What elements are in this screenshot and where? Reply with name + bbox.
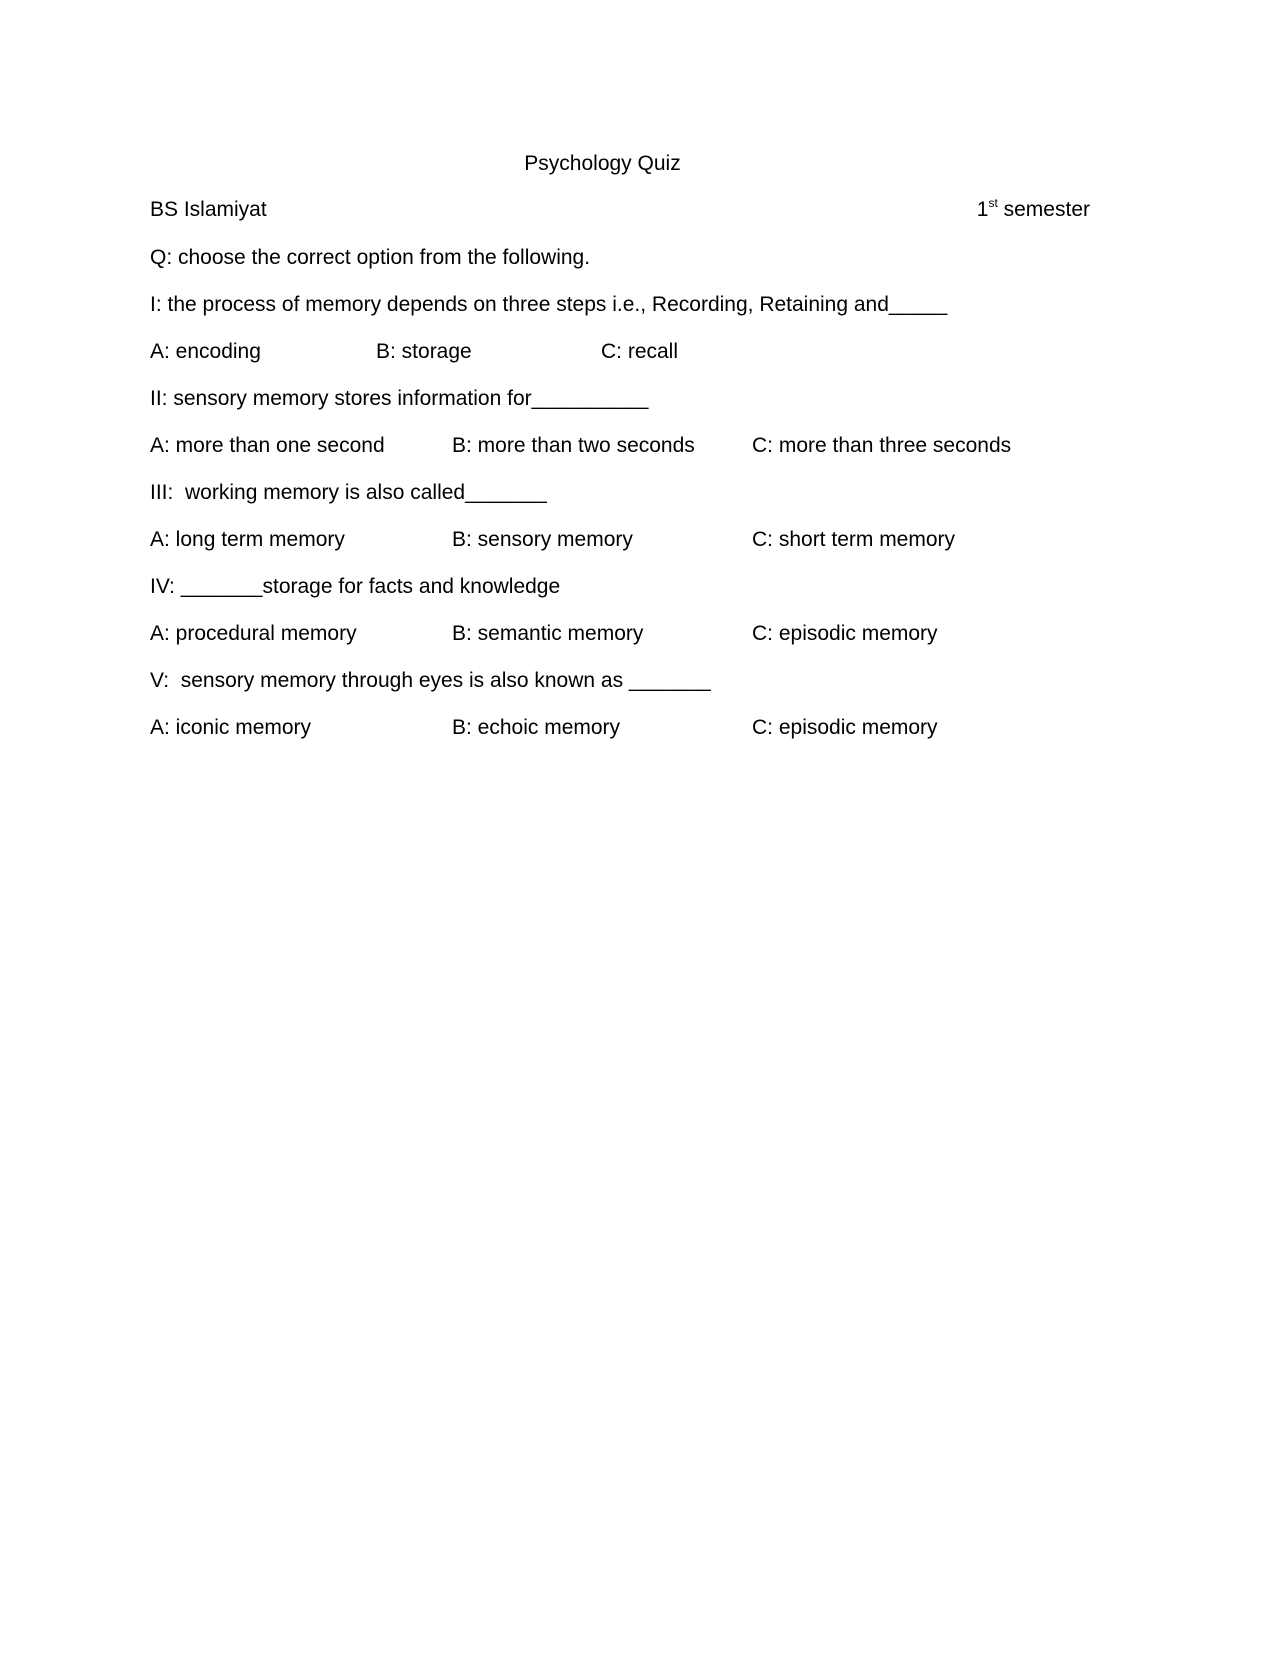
question-5-option-b: B: echoic memory	[452, 716, 621, 739]
question-3-option-a: A: long term memory	[150, 528, 345, 551]
question-3-option-b: B: sensory memory	[452, 528, 633, 551]
semester-word: semester	[997, 198, 1090, 221]
question-5-option-c: C: episodic memory	[752, 716, 938, 739]
question-5-option-a: A: iconic memory	[150, 716, 312, 739]
question-4-option-c: C: episodic memory	[752, 622, 938, 645]
semester-ordinal-suffix: st	[988, 196, 998, 210]
question-2-option-a: A: more than one second	[150, 434, 385, 457]
question-1-option-b: B: storage	[376, 340, 472, 363]
question-1-option-a: A: encoding	[150, 340, 261, 363]
question-1-option-c: C: recall	[601, 340, 679, 363]
semester-number: 1	[976, 198, 989, 221]
question-3-text: III: working memory is also called_______	[150, 481, 547, 504]
question-4-option-a: A: procedural memory	[150, 622, 357, 645]
question-1-text: I: the process of memory depends on three steps i.e., Recording, Retaining and_____	[150, 293, 948, 316]
question-4-text: IV: _______storage for facts and knowledge	[150, 575, 561, 598]
question-2-option-b: B: more than two seconds	[452, 434, 695, 457]
program-label: BS Islamiyat	[150, 198, 267, 221]
question-2-option-c: C: more than three seconds	[752, 434, 1012, 457]
question-2-text: II: sensory memory stores information for__________	[150, 387, 649, 410]
question-3-option-c: C: short term memory	[752, 528, 956, 551]
question-5-text: V: sensory memory through eyes is also known as _______	[150, 669, 711, 692]
page-title: Psychology Quiz	[524, 152, 681, 175]
semester-label	[976, 196, 1090, 221]
instruction-text: Q: choose the correct option from the following.	[150, 246, 591, 269]
question-4-option-b: B: semantic memory	[452, 622, 644, 645]
